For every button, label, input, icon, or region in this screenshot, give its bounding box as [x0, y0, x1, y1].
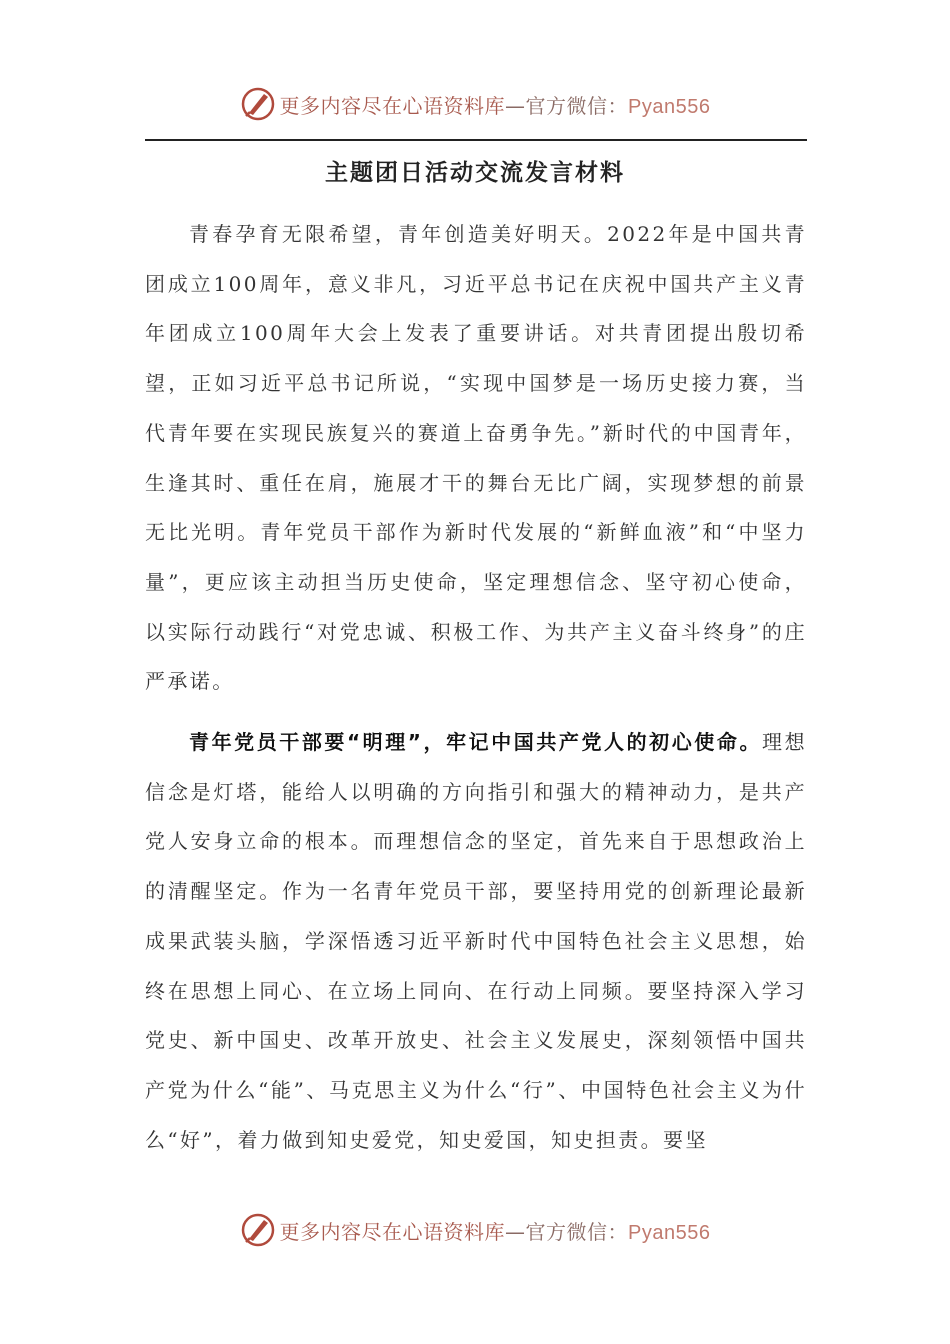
document-title: 主题团日活动交流发言材料 [325, 160, 625, 186]
header-watermark [0, 82, 950, 126]
document-body [145, 210, 807, 1165]
paragraph [145, 210, 807, 707]
watermark-label: 官方微信： [525, 93, 629, 118]
watermark-dash: — [505, 93, 526, 118]
watermark-dash: — [505, 1219, 526, 1244]
paragraph [145, 718, 807, 1165]
quill-pen-logo-icon [240, 1212, 276, 1248]
watermark-text [280, 90, 711, 119]
watermark-site: 更多内容尽在心语资料库 [279, 1219, 506, 1244]
quill-pen-logo-icon [240, 86, 276, 122]
paragraph-lead: 青年党员干部要“明理”，牢记中国共产党人的初心使命。 [189, 730, 763, 755]
watermark-wechat-id: Pyan556 [628, 1221, 711, 1244]
header-divider [145, 139, 807, 141]
paragraph-text: 青春孕育无限希望，青年创造美好明天。2022年是中国共青团成立100周年，意义非凡，习近平总书记在庆祝中国共产主义青年团成立100周年大会上发表了重要讲话。对共青团提出殷切希望，正如习近平总书记所说，“实现中国梦是一场历史接力赛，当代青年要在实现民族复兴的赛道上奋勇争先。”新时代的中国青年，生逢其时、重任在肩，施展才干的舞台无比广阔，实现梦想的前景无比光明。青年党员干部作为新时代发展的“新鲜血液”和“中坚力量”，更应该主动担当历史使命，坚定理想信念、坚守初心使命，以实际行动践行“对党忠诚、积极工作、为共产主义奋斗终身”的庄严承诺。 [145, 222, 807, 694]
watermark-text [280, 1216, 711, 1245]
footer-watermark [0, 1208, 950, 1252]
watermark-label: 官方微信： [525, 1219, 629, 1244]
watermark-site: 更多内容尽在心语资料库 [279, 93, 506, 118]
watermark-wechat-id: Pyan556 [628, 95, 711, 118]
paragraph-text: 理想信念是灯塔，能给人以明确的方向指引和强大的精神动力，是共产党人安身立命的根本。而理想信念的坚定，首先来自于思想政治上的清醒坚定。作为一名青年党员干部，要坚持用党的创新理论最新成果武装头脑，学深悟透习近平新时代中国特色社会主义思想，始终在思想上同心、在立场上同向、在行动上同频。要坚持深入学习党史、新中国史、改革开放史、社会主义发展史，深刻领悟中国共产党为什么“能”、马克思主义为什么“行”、中国特色社会主义为什么“好”，着力做到知史爱党，知史爱国，知史担责。要坚 [145, 730, 807, 1152]
